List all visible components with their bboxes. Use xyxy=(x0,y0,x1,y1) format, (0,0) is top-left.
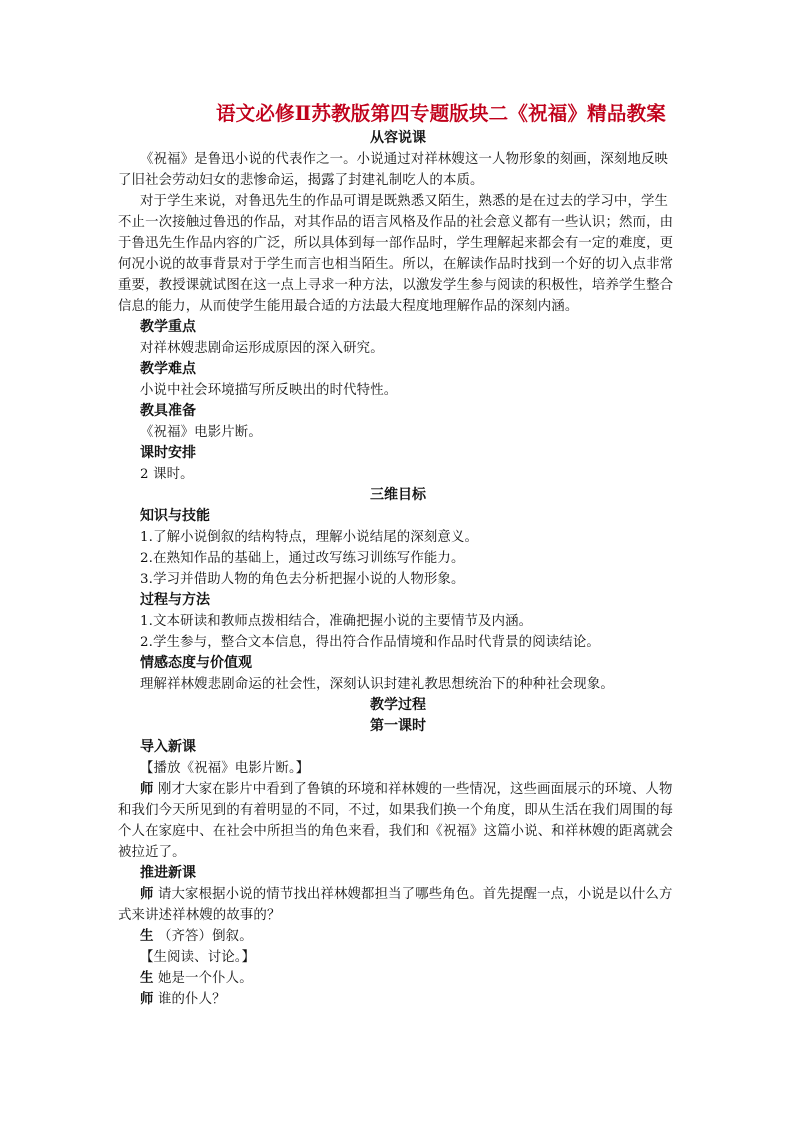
list-item: 2.在熟知作品的基础上，通过改写练习训练写作能力。 xyxy=(140,551,465,566)
dialogue-teacher-2 xyxy=(118,884,678,926)
list-item: 1.了解小说倒叙的结构特点，理解小说结尾的深刻意义。 xyxy=(140,530,479,545)
stage-direction-play-film: 【播放《祝福》电影片断。】 xyxy=(140,761,310,776)
dialogue-text: 请大家根据小说的情节找出祥林嫂都担当了哪些角色。首先提醒一点，小说是以什么方式来讲述祥林嫂的故事的？ xyxy=(118,887,673,923)
teaching-aids-text: 《祝福》电影片断。 xyxy=(140,425,262,440)
section-heading-first-lesson: 第一课时 xyxy=(370,718,426,734)
speaker-label: 师 xyxy=(140,886,154,902)
dialogue-student-1 xyxy=(118,926,678,947)
heading-knowledge-skills: 知识与技能 xyxy=(140,508,210,524)
heading-teaching-aids: 教具准备 xyxy=(140,403,196,419)
heading-introduction: 导入新课 xyxy=(140,739,196,755)
dialogue-teacher-1 xyxy=(118,779,678,863)
teaching-focus-text: 对祥林嫂悲剧命运形成原因的深入研究。 xyxy=(140,341,384,356)
speaker-label: 生 xyxy=(140,928,154,944)
dialogue-text: 她是一个仆人。 xyxy=(153,971,253,986)
class-schedule-text: 2 课时。 xyxy=(140,467,194,482)
heading-emotions-values: 情感态度与价值观 xyxy=(140,655,252,671)
dialogue-text: 刚才大家在影片中看到了鲁镇的环境和祥林嫂的一些情况，这些画面展示的环境、人物和我们今天所见到的有着明显的不同，不过，如果我们换一个角度，即从生活在我们周围的每个人在家庭中、在社会中所担当的角色来看，我们和《祝福》这篇小说、和祥林嫂的距离就会被拉近了。 xyxy=(118,782,674,860)
dialogue-student-2 xyxy=(118,968,678,989)
intro-paragraph-1: 《祝福》是鲁迅小说的代表作之一。小说通过对祥林嫂这一人物形象的刻画，深刻地反映了旧社会劳动妇女的悲惨命运，揭露了封建礼制吃人的本质。 xyxy=(118,152,669,188)
speaker-label: 师 xyxy=(140,781,154,797)
dialogue-text: （齐答）倒叙。 xyxy=(153,929,253,944)
speaker-label: 师 xyxy=(140,991,154,1007)
lesson-plan-content xyxy=(118,100,678,1010)
section-heading-teaching-process: 教学过程 xyxy=(370,697,426,713)
heading-advance-lesson: 推进新课 xyxy=(140,865,196,881)
dialogue-teacher-3 xyxy=(118,989,678,1010)
list-item: 1.文本研读和教师点拨相结合，准确把握小说的主要情节及内涵。 xyxy=(140,614,533,629)
list-item: 2.学生参与，整合文本信息，得出符合作品情境和作品时代背景的阅读结论。 xyxy=(140,635,600,650)
speaker-label: 生 xyxy=(140,970,154,986)
heading-process-methods: 过程与方法 xyxy=(140,592,210,608)
document-title: 语文必修Ⅱ苏教版第四专题版块二《祝福》精品教案 xyxy=(215,102,666,125)
heading-class-schedule: 课时安排 xyxy=(140,445,196,461)
intro-paragraph-2: 对于学生来说，对鲁迅先生的作品可谓是既熟悉又陌生，熟悉的是在过去的学习中，学生不止一次接触过鲁迅的作品，对其作品的语言风格及作品的社会意义都有一些认识；然而，由于鲁迅先生作品内容的广泛，所以具体到每一部作品时，学生理解起来都会有一定的难度，更何况小说的故事背景对于学生而言也相当陌生。所以，在解读作品时找到一个好的切入点非常重要，教授课就试图在这一点上寻求一种方法，以激发学生参与阅读的积极性，培养学生整合信息的能力，从而使学生能用最合适的方法最大程度地理解作品的深刻内涵。 xyxy=(118,194,674,314)
teaching-difficulty-text: 小说中社会环境描写所反映出的时代特性。 xyxy=(140,383,398,398)
heading-teaching-difficulty: 教学难点 xyxy=(140,361,196,377)
emotions-values-text: 理解祥林嫂悲剧命运的社会性，深刻认识封建礼教思想统治下的种种社会现象。 xyxy=(140,677,614,692)
stage-direction-read-discuss: 【生阅读、讨论。】 xyxy=(140,950,256,965)
dialogue-text: 谁的仆人？ xyxy=(153,992,226,1007)
list-item: 3.学习并借助人物的角色去分析把握小说的人物形象。 xyxy=(140,572,465,587)
heading-teaching-focus: 教学重点 xyxy=(140,319,196,335)
section-heading-congrong: 从容说课 xyxy=(370,130,426,146)
section-heading-three-goals: 三维目标 xyxy=(370,487,426,503)
